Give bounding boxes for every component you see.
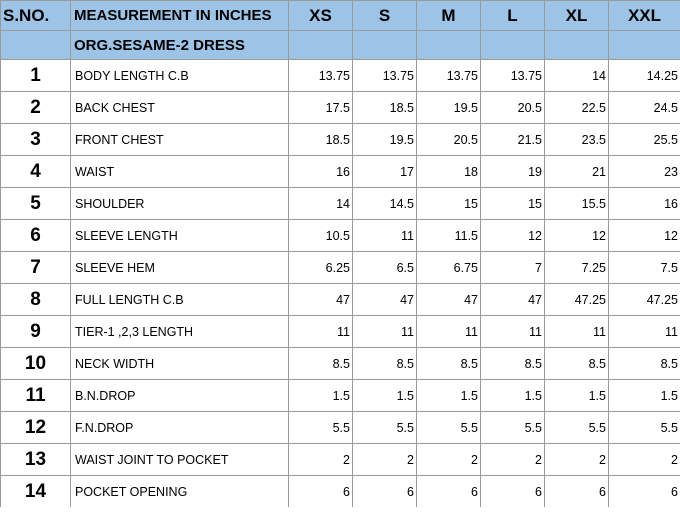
value-cell-xxl[interactable]: 47.25 [609, 284, 680, 316]
value-cell-s[interactable]: 5.5 [353, 412, 417, 444]
value-cell-xxl[interactable]: 1.5 [609, 380, 680, 412]
value-cell-xs[interactable]: 11 [289, 316, 353, 348]
table-row [1, 412, 680, 444]
value-cell-xl[interactable]: 1.5 [545, 380, 609, 412]
value-cell-xl[interactable]: 23.5 [545, 124, 609, 156]
value-cell-xl[interactable]: 12 [545, 220, 609, 252]
value-cell-xs[interactable]: 2 [289, 444, 353, 476]
value-cell-xl[interactable]: 2 [545, 444, 609, 476]
value-cell-m[interactable]: 11 [417, 316, 481, 348]
row-number-cell[interactable]: 8 [1, 284, 71, 316]
value-cell-l[interactable]: 8.5 [481, 348, 545, 380]
value-cell-xl[interactable]: 14 [545, 60, 609, 92]
style-empty-cell[interactable] [545, 31, 609, 60]
value-cell-xs[interactable]: 5.5 [289, 412, 353, 444]
value-cell-m[interactable]: 19.5 [417, 92, 481, 124]
size-header-xl[interactable]: XL [545, 1, 609, 31]
style-empty-cell[interactable] [289, 31, 353, 60]
measurement-name-cell[interactable]: BODY LENGTH C.B [71, 60, 289, 92]
value-cell-xl[interactable]: 7.25 [545, 252, 609, 284]
size-header-xxl[interactable]: XXL [609, 1, 680, 31]
value-cell-s[interactable]: 17 [353, 156, 417, 188]
table-row [1, 380, 680, 412]
value-cell-l[interactable]: 20.5 [481, 92, 545, 124]
value-cell-xl[interactable]: 8.5 [545, 348, 609, 380]
value-cell-xs[interactable]: 6.25 [289, 252, 353, 284]
value-cell-m[interactable]: 20.5 [417, 124, 481, 156]
size-header-s[interactable]: S [353, 1, 417, 31]
value-cell-xl[interactable]: 47.25 [545, 284, 609, 316]
table-row [1, 92, 680, 124]
row-number-cell[interactable]: 11 [1, 380, 71, 412]
value-cell-l[interactable]: 5.5 [481, 412, 545, 444]
value-cell-l[interactable]: 21.5 [481, 124, 545, 156]
row-number-cell[interactable]: 1 [1, 60, 71, 92]
table-row [1, 348, 680, 380]
style-empty-cell[interactable] [353, 31, 417, 60]
value-cell-s[interactable]: 13.75 [353, 60, 417, 92]
value-cell-l[interactable]: 11 [481, 316, 545, 348]
table-row [1, 156, 680, 188]
value-cell-xs[interactable]: 8.5 [289, 348, 353, 380]
value-cell-xxl[interactable]: 8.5 [609, 348, 680, 380]
value-cell-xxl[interactable]: 25.5 [609, 124, 680, 156]
value-cell-s[interactable]: 14.5 [353, 188, 417, 220]
value-cell-m[interactable]: 13.75 [417, 60, 481, 92]
style-name-cell[interactable]: ORG.SESAME-2 DRESS [71, 31, 289, 60]
value-cell-xs[interactable]: 13.75 [289, 60, 353, 92]
value-cell-xxl[interactable]: 7.5 [609, 252, 680, 284]
value-cell-xs[interactable]: 10.5 [289, 220, 353, 252]
value-cell-xs[interactable]: 16 [289, 156, 353, 188]
value-cell-xxl[interactable]: 5.5 [609, 412, 680, 444]
value-cell-xxl[interactable]: 16 [609, 188, 680, 220]
row-number-cell[interactable]: 3 [1, 124, 71, 156]
style-empty-cell[interactable] [609, 31, 680, 60]
value-cell-l[interactable]: 6 [481, 476, 545, 508]
value-cell-l[interactable]: 47 [481, 284, 545, 316]
style-empty-cell[interactable] [417, 31, 481, 60]
row-number-cell[interactable]: 7 [1, 252, 71, 284]
value-cell-m[interactable]: 6.75 [417, 252, 481, 284]
value-cell-xs[interactable]: 17.5 [289, 92, 353, 124]
value-cell-s[interactable]: 1.5 [353, 380, 417, 412]
table-row [1, 316, 680, 348]
value-cell-s[interactable]: 47 [353, 284, 417, 316]
value-cell-xs[interactable]: 14 [289, 188, 353, 220]
value-cell-xl[interactable]: 5.5 [545, 412, 609, 444]
value-cell-m[interactable]: 11.5 [417, 220, 481, 252]
value-cell-s[interactable]: 6.5 [353, 252, 417, 284]
table-row [1, 220, 680, 252]
row-number-cell[interactable]: 13 [1, 444, 71, 476]
table-row [1, 252, 680, 284]
table-row [1, 444, 680, 476]
row-number-cell[interactable]: 5 [1, 188, 71, 220]
value-cell-s[interactable]: 8.5 [353, 348, 417, 380]
measurement-name-cell[interactable]: POCKET OPENING [71, 476, 289, 508]
measurement-name-cell[interactable]: SLEEVE LENGTH [71, 220, 289, 252]
measurement-name-cell[interactable]: FRONT CHEST [71, 124, 289, 156]
value-cell-s[interactable]: 11 [353, 220, 417, 252]
row-number-cell[interactable]: 12 [1, 412, 71, 444]
style-empty-cell[interactable] [481, 31, 545, 60]
measurement-name-cell[interactable]: SLEEVE HEM [71, 252, 289, 284]
value-cell-l[interactable]: 1.5 [481, 380, 545, 412]
style-row [1, 31, 680, 60]
row-number-cell[interactable]: 14 [1, 476, 71, 508]
value-cell-xxl[interactable]: 24.5 [609, 92, 680, 124]
value-cell-xl[interactable]: 22.5 [545, 92, 609, 124]
measurement-name-cell[interactable]: BACK CHEST [71, 92, 289, 124]
value-cell-l[interactable]: 12 [481, 220, 545, 252]
row-number-cell[interactable]: 6 [1, 220, 71, 252]
value-cell-xxl[interactable]: 2 [609, 444, 680, 476]
value-cell-m[interactable]: 6 [417, 476, 481, 508]
value-cell-m[interactable]: 47 [417, 284, 481, 316]
value-cell-l[interactable]: 2 [481, 444, 545, 476]
row-number-cell[interactable]: 9 [1, 316, 71, 348]
value-cell-xxl[interactable]: 14.25 [609, 60, 680, 92]
value-cell-s[interactable]: 19.5 [353, 124, 417, 156]
value-cell-xxl[interactable]: 23 [609, 156, 680, 188]
table-row [1, 476, 680, 508]
value-cell-xxl[interactable]: 11 [609, 316, 680, 348]
value-cell-l[interactable]: 19 [481, 156, 545, 188]
sno-header[interactable]: S.NO. [1, 1, 71, 31]
value-cell-xs[interactable]: 18.5 [289, 124, 353, 156]
value-cell-s[interactable]: 11 [353, 316, 417, 348]
measurement-name-cell[interactable]: WAIST JOINT TO POCKET [71, 444, 289, 476]
value-cell-s[interactable]: 18.5 [353, 92, 417, 124]
value-cell-l[interactable]: 15 [481, 188, 545, 220]
value-cell-m[interactable]: 8.5 [417, 348, 481, 380]
value-cell-l[interactable]: 13.75 [481, 60, 545, 92]
value-cell-xs[interactable]: 1.5 [289, 380, 353, 412]
row-number-cell[interactable]: 2 [1, 92, 71, 124]
size-header-m[interactable]: M [417, 1, 481, 31]
style-sno-cell[interactable] [1, 31, 71, 60]
value-cell-m[interactable]: 5.5 [417, 412, 481, 444]
value-cell-s[interactable]: 6 [353, 476, 417, 508]
value-cell-xl[interactable]: 21 [545, 156, 609, 188]
value-cell-xl[interactable]: 11 [545, 316, 609, 348]
measurement-name-cell[interactable]: WAIST [71, 156, 289, 188]
row-number-cell[interactable]: 4 [1, 156, 71, 188]
value-cell-s[interactable]: 2 [353, 444, 417, 476]
header-row [1, 1, 680, 31]
measurement-name-cell[interactable]: F.N.DROP [71, 412, 289, 444]
value-cell-xxl[interactable]: 12 [609, 220, 680, 252]
value-cell-xs[interactable]: 6 [289, 476, 353, 508]
size-header-l[interactable]: L [481, 1, 545, 31]
value-cell-m[interactable]: 1.5 [417, 380, 481, 412]
value-cell-m[interactable]: 2 [417, 444, 481, 476]
measurement-name-cell[interactable]: TIER-1 ,2,3 LENGTH [71, 316, 289, 348]
table-row [1, 284, 680, 316]
value-cell-xl[interactable]: 6 [545, 476, 609, 508]
table-row [1, 60, 680, 92]
value-cell-l[interactable]: 7 [481, 252, 545, 284]
measurement-name-cell[interactable]: SHOULDER [71, 188, 289, 220]
table-row [1, 124, 680, 156]
measurement-header[interactable]: MEASUREMENT IN INCHES [71, 1, 289, 31]
row-number-cell[interactable]: 10 [1, 348, 71, 380]
value-cell-m[interactable]: 15 [417, 188, 481, 220]
measurement-name-cell[interactable]: FULL LENGTH C.B [71, 284, 289, 316]
value-cell-xxl[interactable]: 6 [609, 476, 680, 508]
table-row [1, 188, 680, 220]
size-header-xs[interactable]: XS [289, 1, 353, 31]
value-cell-m[interactable]: 18 [417, 156, 481, 188]
value-cell-xl[interactable]: 15.5 [545, 188, 609, 220]
measurement-name-cell[interactable]: NECK WIDTH [71, 348, 289, 380]
measurement-name-cell[interactable]: B.N.DROP [71, 380, 289, 412]
value-cell-xs[interactable]: 47 [289, 284, 353, 316]
